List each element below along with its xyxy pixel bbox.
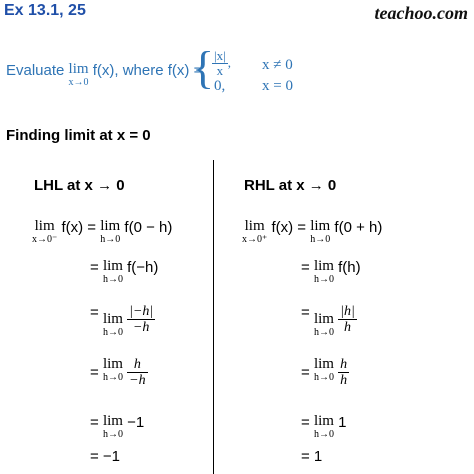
- rhl-row-4: [301, 357, 349, 389]
- lhl-r3-num: |−h|: [129, 304, 154, 319]
- piecewise-brace: {: [192, 42, 215, 93]
- lhl-row-1: [32, 219, 172, 245]
- lhl-sub: h→0: [100, 234, 121, 245]
- rhl-r4-den: h: [340, 373, 348, 389]
- rhl-row1-end: f(0 + h): [334, 219, 383, 236]
- case2-condition: x = 0: [262, 78, 293, 94]
- rhl-row-1: [242, 219, 382, 245]
- rhl-eq: =: [301, 363, 314, 381]
- rhl-eq: =: [301, 304, 314, 321]
- case1-denominator: x: [216, 63, 224, 79]
- question-prefix: Evaluate: [6, 62, 69, 79]
- rhl-row4-fraction: [338, 357, 349, 389]
- rhl-sub: h→0: [313, 274, 334, 285]
- lhl-title: LHL at x → 0: [34, 177, 125, 194]
- question-line: [6, 62, 202, 88]
- lhl-lim-word: lim: [102, 413, 123, 429]
- teachoo-logo: teachoo.com: [374, 3, 468, 23]
- lhl-eq: =: [90, 414, 103, 431]
- lhl-eq: =: [90, 259, 103, 276]
- lhl-row2-end: f(−h): [127, 259, 159, 276]
- rhl-eq: =: [301, 259, 314, 276]
- rhl-sub: h→0: [313, 372, 334, 383]
- rhl-lim-word: lim: [310, 218, 331, 234]
- rhl-result: = 1: [301, 448, 323, 465]
- lhl-row1-end: f(0 − h): [124, 219, 173, 236]
- rhl-eq: =: [301, 414, 314, 431]
- lhl-row4-fraction: [127, 357, 147, 389]
- case1-condition: x ≠ 0: [262, 57, 293, 73]
- lhl-row5-end: −1: [127, 414, 145, 431]
- case2-value: 0,: [214, 78, 226, 94]
- lhl-r4-num: h: [127, 357, 147, 373]
- exercise-title: Ex 13.1, 25: [4, 2, 86, 19]
- rhl-row1-mid: f(x) =: [271, 219, 311, 236]
- lhl-lim-word: lim: [102, 258, 123, 274]
- lhl-sub: h→0: [102, 274, 123, 285]
- case1-fraction: [212, 49, 231, 79]
- case1-comma: ,: [227, 54, 231, 70]
- lhl-r4-den: −h: [129, 373, 146, 389]
- rhl-row3-fraction: [338, 304, 357, 336]
- question-limit: [69, 62, 89, 88]
- rhl-row-3: [301, 304, 357, 338]
- lim-word: lim: [68, 61, 89, 77]
- lhl-r3-den: −h: [132, 320, 150, 336]
- rhl-title: RHL at x → 0: [244, 177, 337, 194]
- rhl-r3-num: |h|: [340, 304, 355, 319]
- lhl-row1-lim: [32, 219, 57, 245]
- rhl-r3-den: h: [343, 320, 351, 336]
- lhl-sub: h→0: [102, 372, 123, 383]
- lhl-row1-lim2: [100, 219, 120, 245]
- question-mid: f(x), where f(x) =: [88, 62, 203, 79]
- rhl-sub: h→0: [310, 234, 331, 245]
- rhl-row1-lim2: [310, 219, 330, 245]
- lhl-row-2: [90, 259, 158, 285]
- rhl-r4-num: h: [340, 357, 348, 372]
- lhl-row-3: [90, 304, 155, 338]
- lhl-eq: =: [90, 304, 103, 321]
- lhl-sub: h→0: [102, 429, 123, 440]
- case1-numerator: |x|: [214, 48, 226, 63]
- rhl-row-2: [301, 259, 361, 285]
- column-divider: [213, 160, 214, 474]
- lhl-row-5: [90, 414, 144, 440]
- rhl-row1-lim: [242, 219, 267, 245]
- rhl-lim-word: lim: [313, 311, 334, 327]
- rhl-lim-word: lim: [313, 356, 334, 372]
- lhl-sub: h→0: [102, 327, 123, 338]
- rhl-sub: h→0: [313, 327, 334, 338]
- rhl-sub-first: x→0⁺: [242, 234, 268, 245]
- rhl-row5-end: 1: [338, 414, 347, 431]
- lim-sub: x→0: [68, 77, 89, 88]
- lhl-lim-word: lim: [102, 356, 123, 372]
- lhl-row3-fraction: [127, 304, 155, 336]
- rhl-lim-word: lim: [244, 218, 265, 234]
- lhl-lim-word: lim: [34, 218, 55, 234]
- rhl-lim-word: lim: [313, 258, 334, 274]
- rhl-row-5: [301, 414, 346, 440]
- lhl-lim-word: lim: [100, 218, 121, 234]
- lhl-row1-mid: f(x) =: [61, 219, 101, 236]
- rhl-row2-end: f(h): [338, 259, 361, 276]
- section-heading: Finding limit at x = 0: [6, 127, 151, 144]
- lhl-row-4: [90, 357, 148, 389]
- lhl-lim-word: lim: [102, 311, 123, 327]
- lhl-sub-first: x→0⁻: [32, 234, 58, 245]
- lhl-eq: =: [90, 363, 103, 381]
- lhl-result: = −1: [90, 448, 121, 465]
- rhl-sub: h→0: [313, 429, 334, 440]
- rhl-lim-word: lim: [313, 413, 334, 429]
